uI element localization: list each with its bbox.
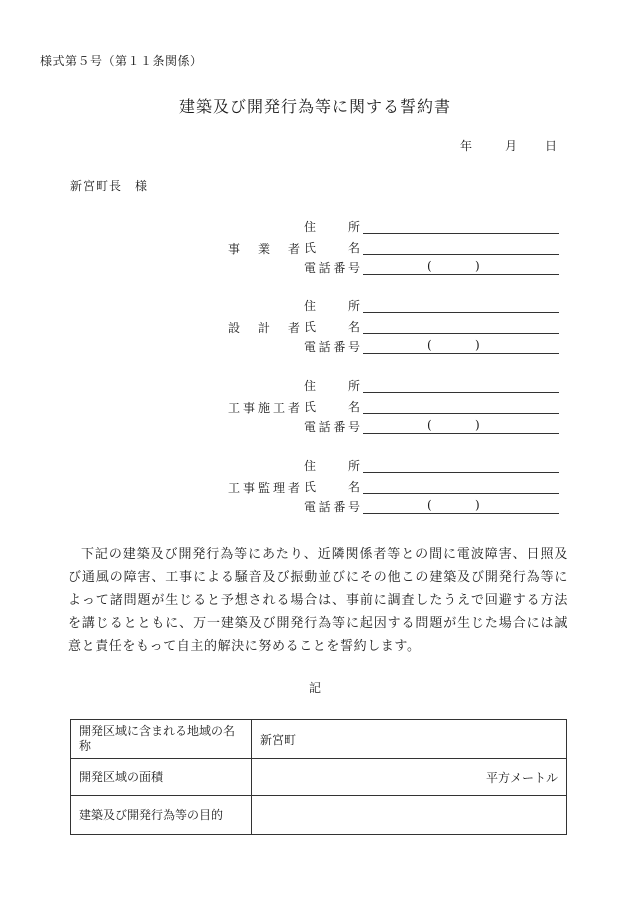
project-summary-table: [70, 719, 567, 835]
address-label: 住所: [304, 299, 360, 313]
area-unit: 平方メートル: [485, 770, 558, 785]
address-field[interactable]: [363, 233, 559, 234]
party-role: 事業者: [228, 242, 300, 256]
name-field[interactable]: [363, 493, 559, 494]
purpose-label: 建築及び開発行為等の目的: [71, 796, 252, 835]
area-name-value[interactable]: 新宮町: [252, 720, 567, 759]
date-year-label: 年: [460, 139, 473, 153]
name-label: 氏名: [304, 480, 360, 494]
area-size-value[interactable]: [252, 759, 567, 796]
date-month-label: 月: [505, 139, 518, 153]
name-field[interactable]: [363, 413, 559, 414]
table-row: [71, 720, 567, 759]
address-label: 住所: [304, 459, 360, 473]
party-role: 工事監理者: [228, 481, 300, 495]
phone-field[interactable]: [363, 433, 559, 434]
phone-label: 電話番号: [304, 340, 360, 354]
address-field[interactable]: [363, 312, 559, 313]
party-role: 設計者: [228, 321, 300, 335]
area-name-label: 開発区域に含まれる地域の名称: [71, 720, 252, 759]
phone-paren-close: ): [475, 338, 480, 352]
party-role: 工事施工者: [228, 401, 300, 415]
phone-paren-open: (: [427, 498, 432, 512]
phone-field[interactable]: [363, 353, 559, 354]
phone-paren-close: ): [475, 418, 480, 432]
name-label: 氏名: [304, 400, 360, 414]
name-field[interactable]: [363, 333, 559, 334]
phone-field[interactable]: [363, 274, 559, 275]
phone-label: 電話番号: [304, 420, 360, 434]
pledge-statement: 下記の建築及び開発行為等にあたり、近隣関係者等との間に電波障害、日照及び通風の障害、工事による騒音及び振動並びにその他この建築及び開発行為等によって諸問題が生じると予想される場合は、事前に調査したうえで回避する方法を講じるとともに、万一建築及び開発行為等に起因する問題が生じた場合には誠意と責任をもって自主的解決に努めることを誓約します。: [68, 547, 568, 654]
purpose-value[interactable]: [252, 796, 567, 835]
date-day-label: 日: [545, 139, 558, 153]
phone-field[interactable]: [363, 513, 559, 514]
party-block-designer: [0, 297, 630, 363]
party-block-supervisor: [0, 457, 630, 523]
phone-label: 電話番号: [304, 500, 360, 514]
addressee: 新宮町長 様: [70, 179, 149, 193]
address-label: 住所: [304, 220, 360, 234]
name-label: 氏名: [304, 241, 360, 255]
table-row: [71, 796, 567, 835]
address-field[interactable]: [363, 392, 559, 393]
phone-paren-close: ): [475, 259, 480, 273]
address-field[interactable]: [363, 472, 559, 473]
address-label: 住所: [304, 379, 360, 393]
table-row: [71, 759, 567, 796]
phone-paren-open: (: [427, 259, 432, 273]
document-title: 建築及び開発行為等に関する誓約書: [178, 97, 451, 116]
name-label: 氏名: [304, 320, 360, 334]
party-block-business-operator: [0, 218, 630, 284]
phone-paren-open: (: [427, 418, 432, 432]
phone-paren-close: ): [475, 498, 480, 512]
note-heading: 記: [308, 681, 321, 695]
name-field[interactable]: [363, 254, 559, 255]
phone-paren-open: (: [427, 338, 432, 352]
party-block-contractor: [0, 377, 630, 443]
area-size-label: 開発区域の面積: [71, 759, 252, 796]
phone-label: 電話番号: [304, 261, 360, 275]
form-number: 様式第５号（第１１条関係）: [40, 54, 203, 68]
